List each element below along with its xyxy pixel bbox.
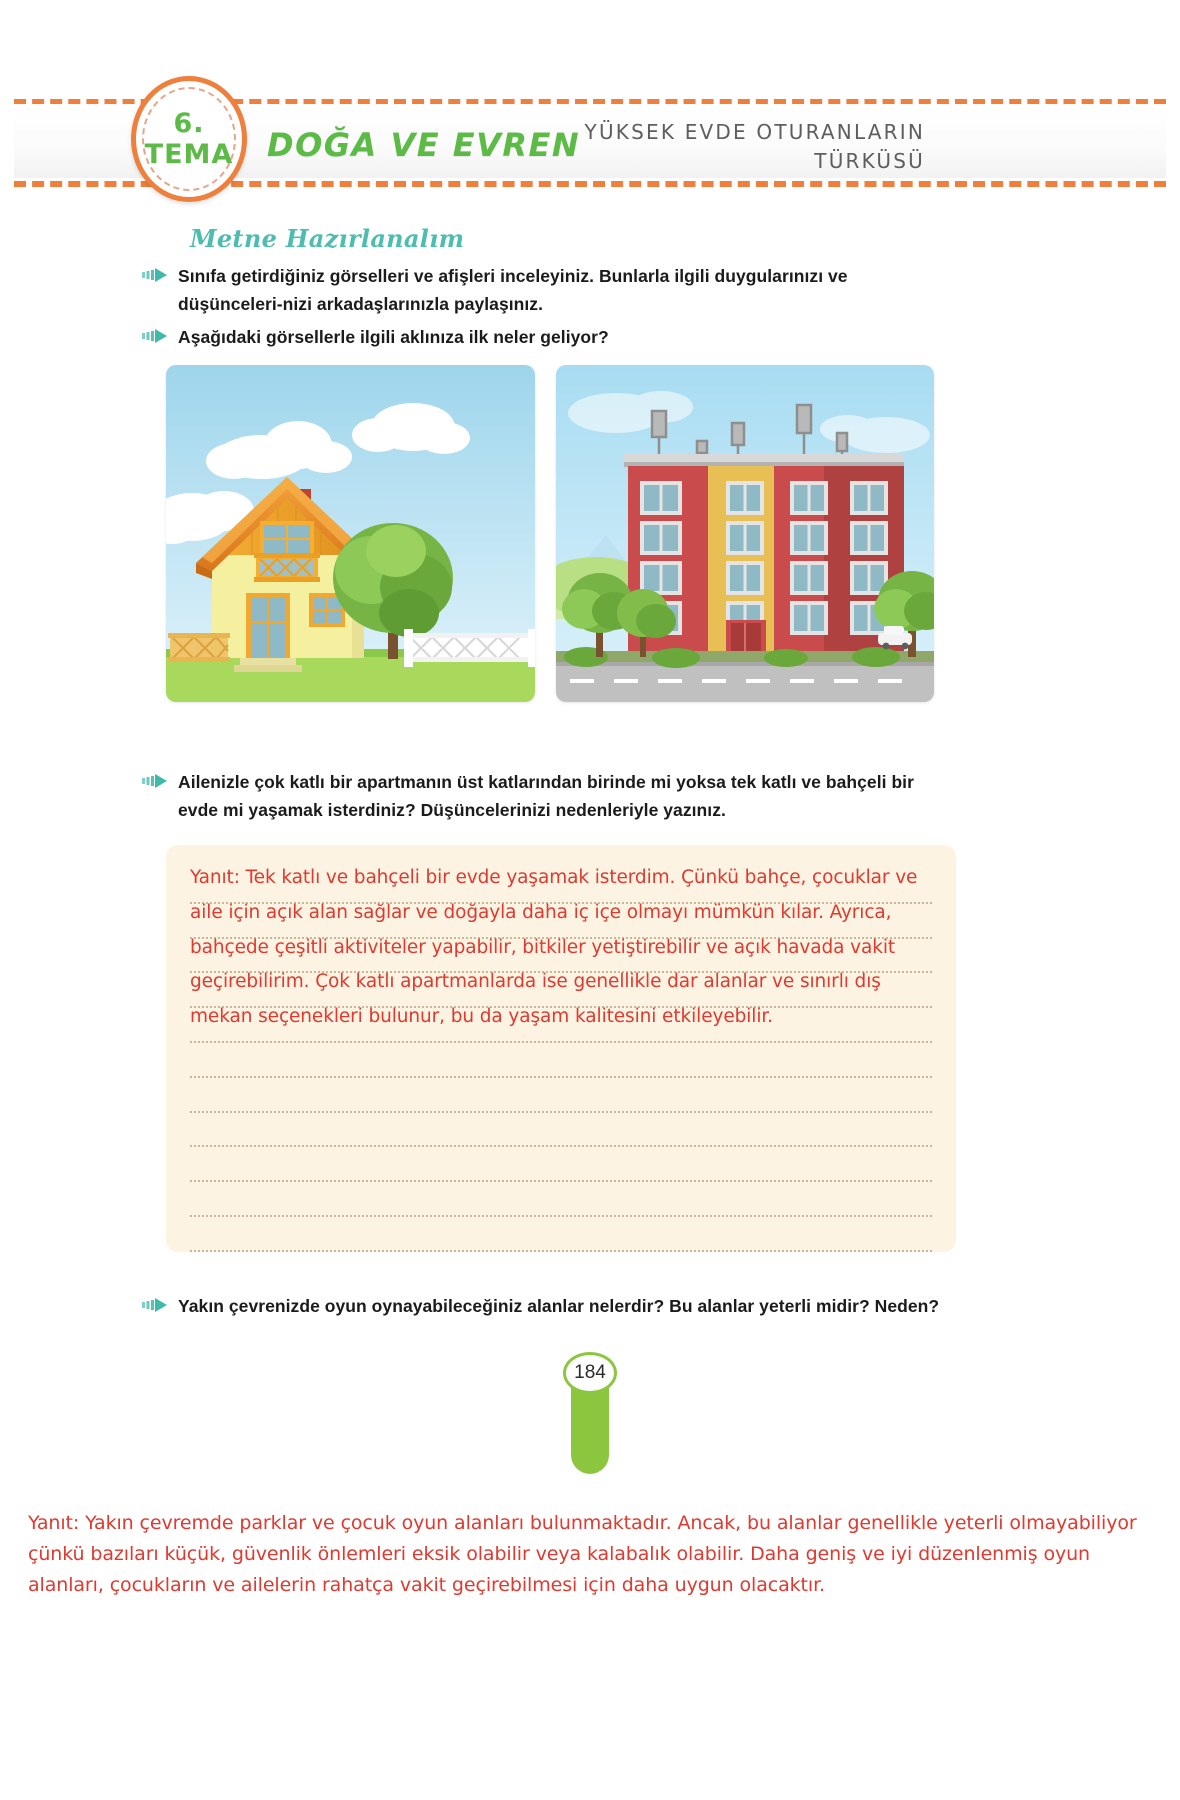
illustration-apartment-block: [556, 365, 934, 702]
page-tag-stem: [571, 1384, 609, 1474]
page-number: 184: [563, 1352, 617, 1394]
page-header: [0, 0, 1180, 200]
section-heading: Metne Hazırlanalım: [190, 224, 465, 253]
arrow-bullet-icon: [142, 1297, 168, 1313]
theme-number: 6.: [173, 108, 205, 139]
question-text-3: Ailenizle çok katlı bir apartmanın üst katlarından birinde mi yoksa tek katlı ve bahçeli bir evde mi yaşamak isterdiniz? Düşüncelerinizi nedenleriyle yazınız.: [178, 772, 914, 821]
arrow-bullet-icon: [142, 773, 168, 789]
page-number-tag: [563, 1352, 617, 1474]
ruled-line: [190, 1153, 932, 1188]
footer-handwritten-answer: Yanıt: Yakın çevremde parklar ve çocuk oyun alanları bulunmaktadır. Ancak, bu alanlar genellikle yeterli olmayabiliyor çünkü bazıları küçük, güvenlik önlemleri eksik olabilir veya kalabalık olabilir. Daha geniş ve iyi düzenlenmiş oyun alanları, çocukların ve ailelerin rahatça vakit geçirebilmesi için daha uygun olacaktır.: [28, 1512, 1137, 1596]
question-text-2: Aşağıdaki görsellerle ilgili aklınıza ilk neler geliyor?: [178, 327, 609, 347]
ruled-line: [190, 1223, 932, 1258]
question-item-2: [142, 323, 942, 351]
question-item-3: [142, 768, 948, 825]
handwritten-answer-text: Yanıt: Tek katlı ve bahçeli bir evde yaşamak isterdim. Çünkü bahçe, çocuklar ve aile için açık alan sağlar ve doğayla daha iç içe olmayı mümkün kılar. Ayrıca, bahçede çeşitli aktiviteler yapabilir, bitkiler yetiştirebilir ve açık havada vakit geçirebilirim. Çok katlı apartmanlarda ise genellikle dar alanlar ve sınırlı dış mekan seçenekleri bulunur, bu da yaşam kalitesini etkileyebilir.: [190, 867, 924, 1028]
theme-title: DOĞA VE EVREN: [267, 126, 581, 164]
illustration-single-storey-house: [166, 365, 535, 702]
lesson-title-line-1: YÜKSEK EVDE OTURANLARIN: [584, 120, 925, 144]
theme-word: TEMA: [144, 139, 234, 170]
lesson-title: [505, 118, 925, 176]
ruled-line: [190, 1119, 932, 1154]
question-item-4: [142, 1292, 948, 1320]
lesson-title-line-2: TÜRKÜSÜ: [814, 149, 925, 173]
arrow-bullet-icon: [142, 267, 168, 283]
question-item-1: [142, 262, 942, 319]
theme-badge: [131, 76, 247, 202]
arrow-bullet-icon: [142, 328, 168, 344]
ruled-line: [190, 1188, 932, 1223]
ruled-line: [190, 1049, 932, 1084]
question-text-1: Sınıfa getirdiğiniz görselleri ve afişleri inceleyiniz. Bunlarla ilgili duygularınızı ve düşünceleri-nizi arkadaşlarınızla paylaşınız.: [178, 266, 848, 315]
answer-writing-area[interactable]: [166, 845, 956, 1252]
ruled-line: [190, 1084, 932, 1119]
question-text-4: Yakın çevrenizde oyun oynayabileceğiniz alanlar nelerdir? Bu alanlar yeterli midir? Neden?: [178, 1296, 940, 1316]
